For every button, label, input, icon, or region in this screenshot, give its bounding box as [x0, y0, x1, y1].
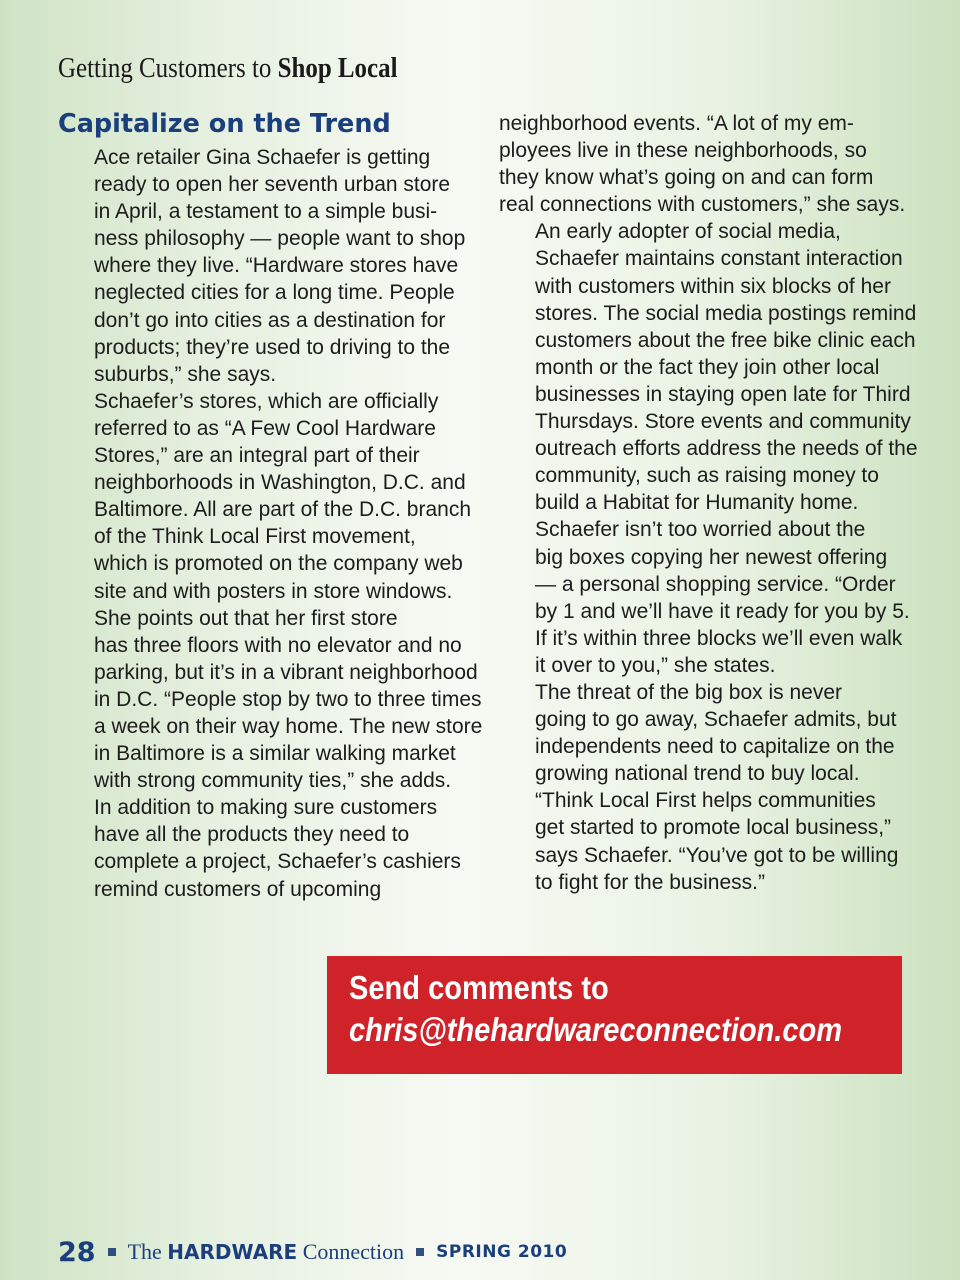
- text-line: Thursdays. Store events and community: [535, 410, 911, 434]
- text-line: in Baltimore is a similar walking market: [94, 742, 456, 766]
- article-paragraph: [499, 516, 909, 679]
- article-paragraph: [499, 679, 909, 896]
- text-line: it over to you,” she states.: [535, 653, 776, 677]
- text-line: with customers within six blocks of her: [535, 274, 891, 298]
- text-line: have all the products they need to: [94, 823, 410, 847]
- article-column-right: [499, 110, 918, 896]
- article-paragraph: [499, 218, 918, 516]
- text-line: don’t go into cities as a destination for: [94, 308, 446, 332]
- text-line: Ace retailer Gina Schaefer is getting: [94, 146, 431, 169]
- comments-callout: [327, 956, 902, 1074]
- text-line: which is promoted on the company web: [94, 552, 463, 576]
- text-line: ness philosophy — people want to shop: [94, 227, 466, 251]
- text-line: — a personal shopping service. “Order: [535, 572, 896, 596]
- text-line: neighborhoods in Washington, D.C. and: [94, 471, 466, 495]
- text-line: they know what’s going on and can form: [499, 166, 874, 190]
- publication-connection: Connection: [302, 1239, 405, 1264]
- text-line: If it’s within three blocks we’ll even walk: [535, 626, 903, 650]
- text-line: suburbs,” she says.: [94, 362, 277, 386]
- text-line: month or the fact they join other local: [535, 355, 880, 379]
- page-number: 28: [58, 1236, 96, 1268]
- text-line: In addition to making sure customers: [94, 796, 438, 820]
- page-footer: [58, 1232, 567, 1272]
- text-line: going to go away, Schaefer admits, but: [535, 708, 897, 732]
- text-line: independents need to capitalize on the: [535, 735, 895, 759]
- text-line: real connections with customers,” she says.: [499, 193, 906, 217]
- article-paragraph: [499, 110, 909, 218]
- text-line: businesses in staying open late for Third: [535, 382, 911, 406]
- text-line: big boxes copying her newest offering: [535, 545, 888, 569]
- text-line: build a Habitat for Humanity home.: [535, 491, 859, 515]
- article-paragraph: [58, 388, 478, 605]
- text-line: complete a project, Schaefer’s cashiers: [94, 850, 461, 874]
- text-line: neighborhood events. “A lot of my em-: [499, 112, 854, 135]
- issue-date: SPRING 2010: [436, 1242, 568, 1262]
- text-line: referred to as “A Few Cool Hardware: [94, 416, 436, 440]
- callout-email-link[interactable]: chris@thehardwareconnection.com: [349, 1011, 843, 1048]
- right-column-body: [499, 110, 918, 896]
- article-paragraph: [58, 605, 483, 795]
- text-line: The threat of the big box is never: [535, 680, 843, 704]
- text-line: community, such as raising money to: [535, 464, 879, 488]
- text-line: customers about the free bike clinic each: [535, 328, 916, 352]
- text-line: She points out that her first store: [94, 606, 398, 630]
- text-line: An early adopter of social media,: [535, 220, 841, 244]
- text-line: says Schaefer. “You’ve got to be willing: [535, 843, 899, 867]
- kicker-bold: Shop Local: [277, 52, 398, 84]
- text-line: ployees live in these neighborhoods, so: [499, 139, 867, 163]
- article-paragraph: [58, 794, 478, 902]
- text-line: products; they’re used to driving to the: [94, 335, 451, 359]
- text-line: remind customers of upcoming: [94, 877, 382, 901]
- text-line: Baltimore. All are part of the D.C. branch: [94, 498, 472, 522]
- text-line: ready to open her seventh urban store: [94, 173, 451, 197]
- kicker-prefix: Getting Customers to: [58, 52, 272, 84]
- text-line: Schaefer’s stores, which are officially: [94, 389, 439, 413]
- text-line: Schaefer maintains constant interaction: [535, 247, 903, 271]
- text-line: of the Think Local First movement,: [94, 525, 416, 549]
- text-line: to fight for the business.”: [535, 870, 765, 894]
- footer-separator: [416, 1248, 424, 1256]
- article-paragraph: [58, 144, 478, 388]
- text-line: “Think Local First helps communities: [535, 789, 876, 813]
- text-line: with strong community ties,” she adds.: [94, 769, 452, 793]
- text-line: growing national trend to buy local.: [535, 762, 860, 786]
- text-line: in D.C. “People stop by two to three times: [94, 687, 482, 711]
- publication-name: [128, 1239, 405, 1265]
- callout-text: Send comments to: [349, 969, 609, 1006]
- text-line: site and with posters in store windows.: [94, 579, 453, 603]
- text-line: parking, but it’s in a vibrant neighborhood: [94, 660, 478, 684]
- text-line: Schaefer isn’t too worried about the: [535, 518, 866, 542]
- article-heading: Capitalize on the Trend: [58, 109, 391, 139]
- left-column-body: [58, 144, 483, 903]
- article-column-left: [58, 108, 483, 903]
- text-line: get started to promote local business,”: [535, 816, 892, 840]
- publication-hardware: HARDWARE: [167, 1240, 298, 1264]
- text-line: Stores,” are an integral part of their: [94, 444, 420, 468]
- text-line: outreach efforts address the needs of the: [535, 437, 918, 461]
- section-kicker: [58, 52, 398, 85]
- text-line: a week on their way home. The new store: [94, 714, 483, 738]
- text-line: by 1 and we’ll have it ready for you by 5.: [535, 599, 910, 623]
- footer-separator: [108, 1248, 116, 1256]
- text-line: in April, a testament to a simple busi-: [94, 200, 438, 224]
- text-line: stores. The social media postings remind: [535, 301, 917, 325]
- publication-the: The: [127, 1239, 162, 1264]
- text-line: neglected cities for a long time. People: [94, 281, 455, 305]
- text-line: has three floors with no elevator and no: [94, 633, 462, 657]
- text-line: where they live. “Hardware stores have: [94, 254, 459, 278]
